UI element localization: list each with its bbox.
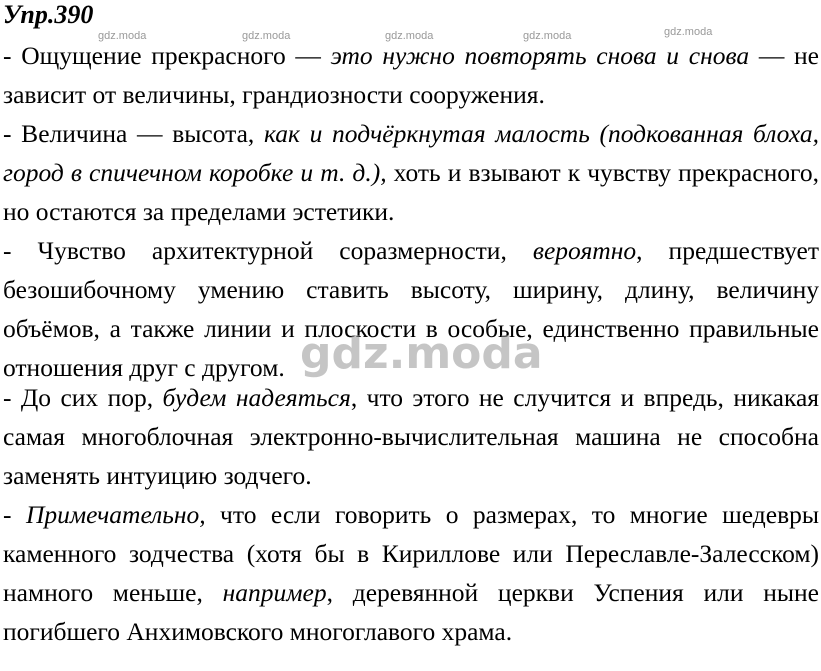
italic-segment: это нужно повторять снова и снова [330,41,750,70]
text-segment: - Ощущение прекрасного — [3,41,331,70]
watermark-small-4: gdz.moda [523,30,572,42]
text-segment: , что этого не случится и впредь, никакая самая многоблочная электронно-вычислительная машина не способна заменять интуицию зодчего. [3,383,819,490]
watermark-large: gdz.moda [300,328,543,379]
paragraph-1 [3,36,819,114]
text-segment: - [3,500,26,529]
watermark-small-2: gdz.moda [242,30,291,42]
italic-segment: как и подчёркнутая малость (подкованная блоха, город в спичечном коробке и т. д.), [3,119,819,187]
italic-segment: вероятно [532,236,637,265]
watermark-small-1: gdz.moda [98,30,147,42]
paragraph-4 [3,378,819,495]
watermark-small-3: gdz.moda [385,30,434,42]
text-segment: — не зависит от величины, грандиозности сооружения. [3,41,819,109]
text-segment: - Чувство архитектурной соразмерности, [3,236,533,265]
text-segment: , предшествует безошибочному умению ставить высоту, ширину, длину, величину объёмов, а также линии и плоскости в особые, единственно правильные отношения друг с другом. [3,236,819,382]
text-segment: что если говорить о размерах, то многие шедевры каменного зодчества (хотя бы в Кириллове или Переславле-Залесском) намного меньше, [3,500,819,607]
text-segment: , деревянной церкви Успения или ныне погибшего Анхимовского многоглавого храма. [3,578,819,646]
paragraph-2 [3,114,819,231]
text-segment: - Величина — высота, [3,119,264,148]
exercise-title: Упр.390 [3,0,94,29]
watermark-small-5: gdz.moda [664,26,713,38]
italic-segment: будем надеяться [162,383,351,412]
italic-segment: например [222,578,327,607]
italic-segment: Примечательно, [25,500,206,529]
paragraph-5 [3,495,819,651]
text-segment: хоть и взывают к чувству прекрасного, но остаются за пределами эстетики. [3,158,819,226]
text-segment: - До сих пор, [3,383,163,412]
